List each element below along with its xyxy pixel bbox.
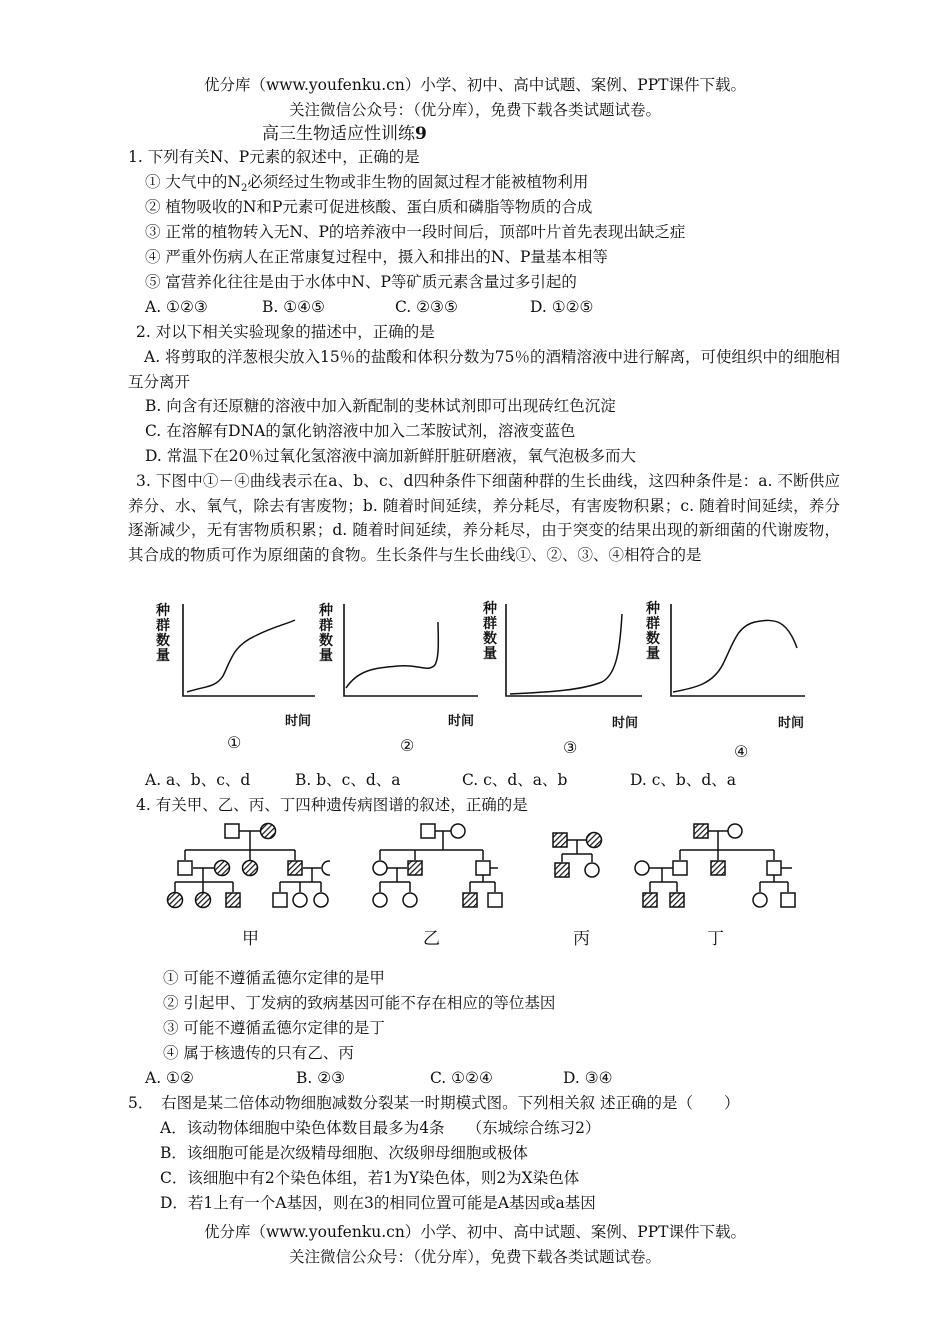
header-line-2: 关注微信公众号：（优分库），免费下载各类试题试卷。 [288,101,661,119]
q4-option-c: C. ①②④ [430,1069,493,1087]
graph-2 [338,600,488,700]
q4-option-b: B. ②③ [296,1069,346,1087]
graph-1-number: ① [227,733,242,752]
q3-option-b: B. b、c、d、a [295,771,401,789]
q4-statement-3: ③ 可能不遵循孟德尔定律的是丁 [163,1019,385,1037]
q5-stem: 5． 右图是某二倍体动物细胞减数分裂某一时期模式图。下列相关叙 述正确的是（ ） [128,1094,740,1112]
graph-2-number: ② [400,736,415,755]
graph-1 [175,600,325,700]
q1-option-b: B. ①④⑤ [262,298,325,316]
q5-option-b: B．该细胞可能是次级精母细胞、次级卵母细胞或极体 [160,1144,528,1162]
q4-option-d: D. ③④ [563,1069,613,1087]
q3-option-c: C. c、d、a、b [462,771,568,789]
q2-option-a: A. 将剪取的洋葱根尖放入15％的盐酸和体积分数为75％的酒精溶液中进行解离，可使组织中的细胞相互分离开 [128,348,840,391]
graph-1-xlabel: 时间 [285,714,312,729]
q4-statement-1: ① 可能不遵循孟德尔定律的是甲 [163,969,385,987]
q1-statement-3: ③ 正常的植物转入无N、P的培养液中一段时间后，顶部叶片首先表现出缺乏症 [145,223,686,241]
graph-2-curve [346,622,438,688]
graph-4-ylabel: 种群数量 [646,601,660,662]
graph-1-ylabel: 种群数量 [156,603,170,664]
footer-line-2: 关注微信公众号：（优分库），免费下载各类试题试卷。 [288,1248,661,1266]
graph-1-axes [183,604,315,696]
graph-3-curve [510,614,622,694]
q1-statement-1: ① 大气中的$N_2$必须经过生物或非生物的固氮过程才能被植物利用 [145,173,589,195]
q1-statement-4: ④ 严重外伤病人在正常康复过程中，摄入和排出的N、P量基本相等 [145,248,608,266]
q4-statement-4: ④ 属于核遗传的只有乙、丙 [163,1044,354,1062]
q3-stem: 3. 下图中①－④曲线表示在a、b、c、d四种条件下细菌种群的生长曲线，这四种条件是：a. 不断供应养分、水、氧气，除去有害废物；b. 随着时间延续，养分耗尽，有害废物积累；c. 随着时间延续，养分逐渐减少，无有害物质积累；d. 随着时间延续，养分耗尽，由于突变的结果出现的新细菌的代谢废物，其合成的物质可作为原细菌的食物。生长条件与生长曲线①、②、③、④相符合的是 [128,472,840,564]
footer-line-1: 优分库（www.youfenku.cn）小学、初中、高中试题、案例、PPT课件下载。 [203,1223,747,1241]
pedigree-yi [365,822,505,917]
pedigree-ding [632,822,802,917]
pedigree-ding-label: 丁 [707,929,724,949]
graph-4 [665,600,815,700]
graph-4-curve [673,620,797,692]
pedigree-bing-label: 丙 [573,929,590,949]
page-title: 高三生物适应性训练9 [262,124,427,144]
graph-4-number: ④ [734,742,749,761]
pedigree-jia-label: 甲 [242,929,259,949]
q1-option-a: A. ①②③ [145,298,208,316]
graph-4-axes [671,604,805,696]
q4-option-a: A. ①② [145,1069,194,1087]
q1-statement-5: ⑤ 富营养化往往是由于水体中N、P等矿质元素含量过多引起的 [145,273,577,291]
q2-stem: 2. 对以下相关实验现象的描述中，正确的是 [136,323,435,341]
pedigree-yi-label: 乙 [423,929,440,949]
graph-4-xlabel: 时间 [778,716,805,731]
q2-option-b: B. 向含有还原糖的溶液中加入新配制的斐林试剂即可出现砖红色沉淀 [145,397,616,415]
pedigree-jia [155,822,330,917]
q2-option-c: C. 在溶解有DNA的氯化钠溶液中加入二苯胺试剂，溶液变蓝色 [145,422,576,440]
q1-statement-2: ② 植物吸收的N和P元素可促进核酸、蛋白质和磷脂等物质的合成 [145,198,593,216]
q5-option-a: A．该动物体细胞中染色体数目最多为4条 （东城综合练习2） [160,1119,601,1137]
graph-3-ylabel: 种群数量 [483,601,497,662]
q1-stem: 1. 下列有关N、P元素的叙述中，正确的是 [128,148,420,166]
pedigree-bing [545,822,610,887]
q2-option-d: D. 常温下在20％过氧化氢溶液中滴加新鲜肝脏研磨液，氧气泡极多而大 [145,447,636,465]
header-line-1: 优分库（www.youfenku.cn）小学、初中、高中试题、案例、PPT课件下载。 [203,76,747,94]
q5-option-d: D．若1上有一个A基因，则在3的相同位置可能是A基因或a基因 [160,1194,596,1212]
q3-option-a: A. a、b、c、d [145,771,251,789]
graph-2-ylabel: 种群数量 [319,603,333,664]
graph-3-number: ③ [563,738,578,757]
graph-2-xlabel: 时间 [448,714,475,729]
q4-statement-2: ② 引起甲、丁发病的致病基因可能不存在相应的等位基因 [163,994,556,1012]
q1-option-c: C. ②③⑤ [395,298,458,316]
q4-stem: 4. 有关甲、乙、丙、丁四种遗传病图谱的叙述，正确的是 [136,796,528,814]
graph-3 [502,600,652,700]
graph-2-axes [344,604,478,696]
graph-3-xlabel: 时间 [612,716,639,731]
q3-option-d: D. c、b、d、a [630,771,736,789]
graph-1-curve [187,620,295,692]
q1-option-d: D. ①②⑤ [530,298,594,316]
q5-option-c: C．该细胞中有2个染色体组，若1为Y染色体，则2为X染色体 [160,1169,580,1187]
